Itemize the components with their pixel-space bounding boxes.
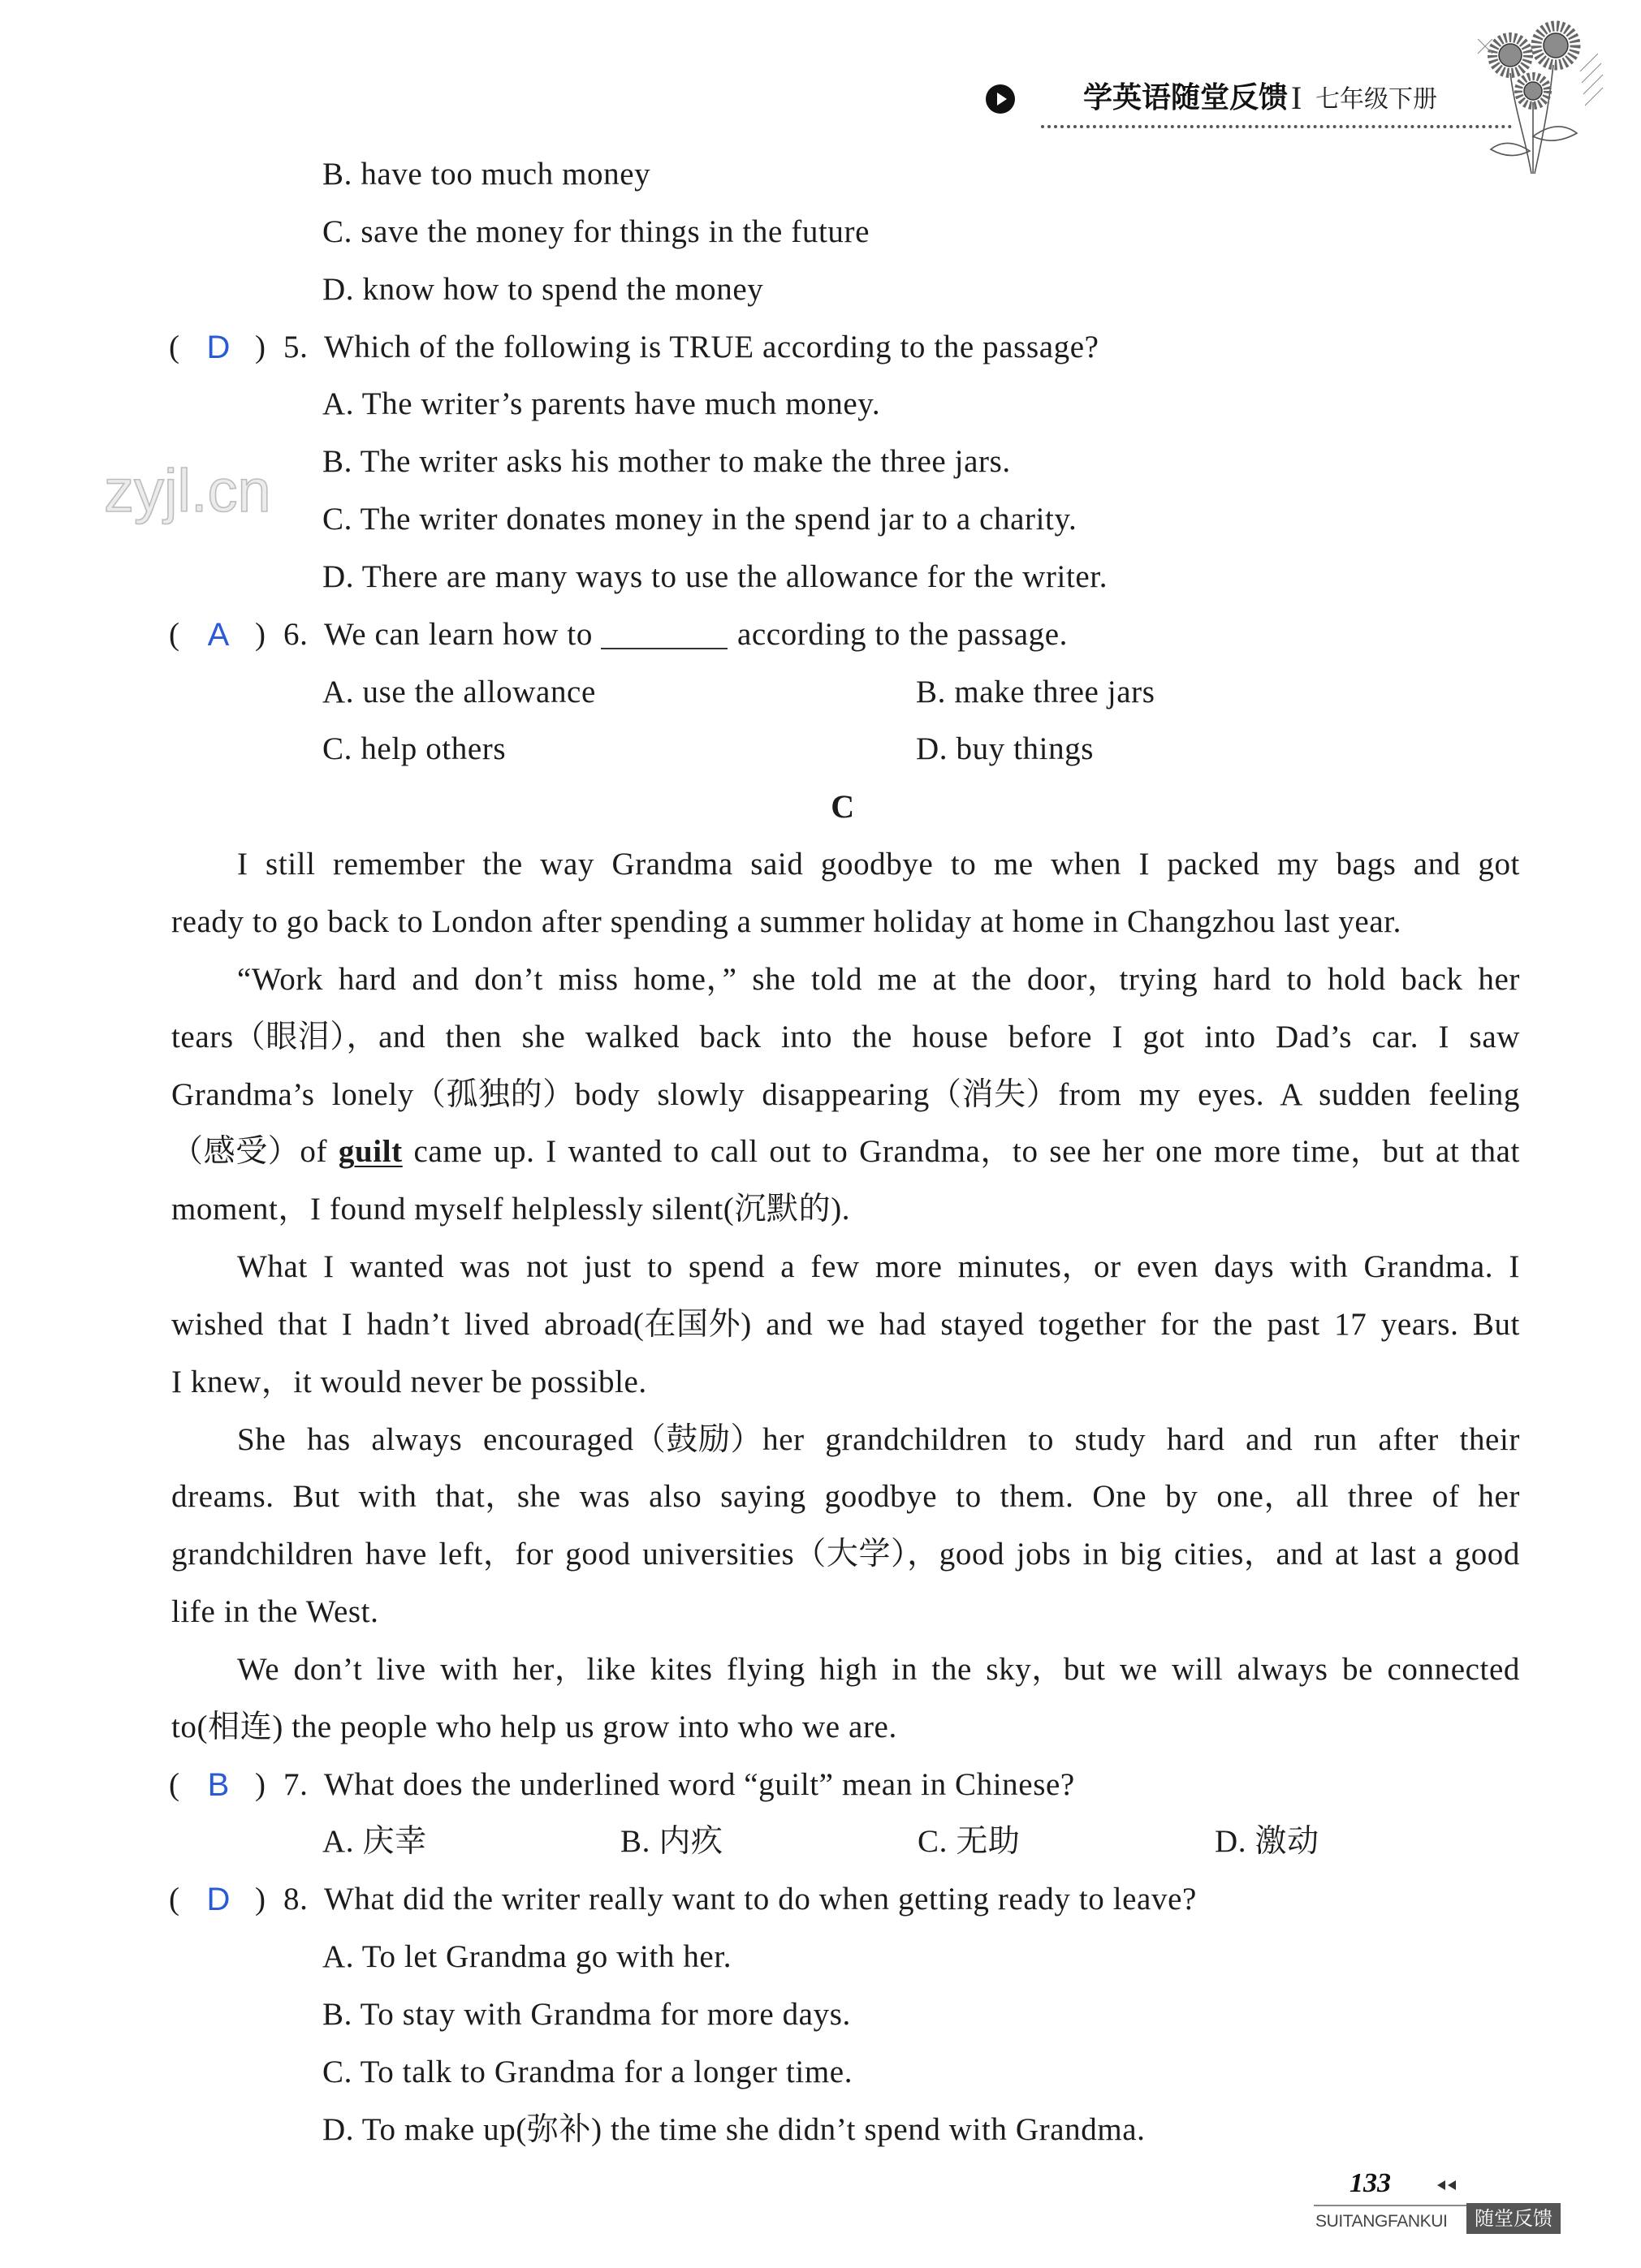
question-5-option xyxy=(0,549,1641,606)
underlined-word-guilt: guilt xyxy=(338,1134,403,1170)
sunflower-center xyxy=(1499,44,1522,67)
question-8-option xyxy=(0,2102,1641,2159)
option-text: D. To make up(弥补) the time she didn’t spend with Grandma. xyxy=(322,2111,1146,2147)
passage-line xyxy=(171,1354,1522,1412)
passage-line-text: “Work hard and don’t miss home，” she told me at the door，trying hard to hold back her xyxy=(237,961,1520,997)
double-left-arrow-icon xyxy=(1437,2180,1462,2192)
passage-line xyxy=(237,1412,1522,1469)
question-5-option xyxy=(0,491,1641,549)
stem-after-blank: according to the passage. xyxy=(736,616,1068,652)
paren-open: ( xyxy=(169,329,180,364)
question-4-option xyxy=(0,204,1641,261)
question-number: 5. xyxy=(283,329,309,364)
paren-close: ) xyxy=(255,1766,266,1802)
answer-letter: D xyxy=(206,1882,231,1918)
passage-line-text: I knew，it would never be possible. xyxy=(171,1364,647,1399)
passage-line-text: dreams. But with that，she was also saying goodbye to them. One by one，all three of her xyxy=(171,1479,1520,1515)
footer-label-badge: 随堂反馈 xyxy=(1466,2203,1561,2234)
passage-line-text: to(相连) the people who help us grow into who we are. xyxy=(171,1709,897,1744)
question-8-option xyxy=(0,1929,1641,1986)
passage-line xyxy=(171,1009,1522,1067)
sunflower-center xyxy=(1544,33,1568,58)
option-text: A. The writer’s parents have much money. xyxy=(322,386,881,422)
question-number: 7. xyxy=(283,1766,309,1802)
option-text: C. 无助 xyxy=(918,1824,1021,1860)
option-text: D. 激动 xyxy=(1215,1824,1319,1860)
option-text: B. make three jars xyxy=(916,674,1155,709)
page-content xyxy=(0,146,1641,2159)
passage-heading: C xyxy=(831,788,855,826)
option-text: B. 内疚 xyxy=(620,1824,723,1860)
passage-line xyxy=(237,951,1522,1009)
question-7 xyxy=(0,1757,1641,1814)
question-8 xyxy=(0,1871,1641,1929)
option-text: B. have too much money xyxy=(322,157,651,192)
passage-line xyxy=(237,836,1522,894)
passage-line-text: I still remember the way Grandma said goodbye to me when I packed my bags and got xyxy=(237,847,1520,882)
play-icon xyxy=(986,84,1015,114)
paren-open: ( xyxy=(169,616,180,652)
paren-open: ( xyxy=(169,1882,180,1917)
passage-line-text: We don’t live with her，like kites flying high in the sky，but we will always be connected xyxy=(237,1651,1520,1687)
line-segment: came up. I wanted to call out to Grandma，to see her one more time，but at that xyxy=(402,1134,1520,1170)
passage-line-text: tears（眼泪），and then she walked back into the house before I got into Dad’s car. I saw xyxy=(171,1019,1520,1054)
option-text: B. The writer asks his mother to make the three jars. xyxy=(322,444,1011,480)
watermark: zyjl.cn xyxy=(104,457,271,524)
sunflower-head xyxy=(1536,26,1575,65)
answer-letter: D xyxy=(206,329,231,365)
question-5-option xyxy=(0,433,1641,491)
paren-close: ) xyxy=(255,329,266,364)
book-title: 学英语随堂反馈 xyxy=(1083,81,1289,114)
passage-line-text: Grandma’s lonely（孤独的）body slowly disappearing（消失）from my eyes. A sudden feeling xyxy=(171,1076,1520,1112)
passage-line xyxy=(237,1641,1522,1699)
passage-line-text: wished that I hadn’t lived abroad(在国外) and we had stayed together for the past 17 years. But xyxy=(171,1306,1520,1342)
option-text: A. use the allowance xyxy=(322,674,596,709)
passage-line-text: She has always encouraged（鼓励）her grandchildren to study hard and run after their xyxy=(237,1421,1520,1457)
stem-before-blank: We can learn how to xyxy=(324,616,593,652)
paren-close: ) xyxy=(255,1882,266,1917)
passage-line xyxy=(237,1239,1522,1296)
leaf xyxy=(1533,127,1577,140)
question-stem: Which of the following is TRUE according to the passage? xyxy=(324,329,1099,364)
sunflower-center xyxy=(1524,82,1542,100)
question-number: 8. xyxy=(283,1882,309,1917)
question-5 xyxy=(0,319,1641,377)
header-dotted-rule xyxy=(1041,125,1512,128)
option-text: D. know how to spend the money xyxy=(322,271,764,307)
question-7-options xyxy=(0,1813,1641,1871)
passage-line xyxy=(171,1699,1522,1757)
question-6-options xyxy=(0,664,1641,722)
passage-line-text: What I wanted was not just to spend a few more minutes，or even days with Grandma. I xyxy=(237,1249,1520,1285)
question-5-option xyxy=(0,376,1641,433)
passage-line xyxy=(171,1526,1522,1584)
answer-blank xyxy=(601,625,728,649)
question-8-option xyxy=(0,1986,1641,2044)
passage-line-text: moment，I found myself helplessly silent(沉默的). xyxy=(171,1192,851,1227)
question-stem: What did the writer really want to do when getting ready to leave? xyxy=(324,1882,1197,1917)
answer-letter: A xyxy=(207,616,230,653)
paren-close: ) xyxy=(255,616,266,652)
option-text: C. help others xyxy=(322,731,507,767)
option-text: D. There are many ways to use the allowance for the writer. xyxy=(322,558,1108,594)
option-text: C. To talk to Grandma for a longer time. xyxy=(322,2054,853,2089)
page-number: 133 xyxy=(1350,2168,1391,2198)
question-stem xyxy=(324,606,1068,664)
footer-label-pinyin: SUITANGFANKUI xyxy=(1315,2212,1448,2231)
question-4-option xyxy=(0,261,1641,319)
passage-line xyxy=(171,1296,1522,1354)
passage-line xyxy=(171,1067,1522,1124)
book-grade: 七年级下册 xyxy=(1315,85,1437,114)
passage-line xyxy=(171,1584,1522,1641)
answer-letter: B xyxy=(207,1766,230,1803)
header-separator: I xyxy=(1291,80,1302,116)
sunflower-head xyxy=(1492,37,1528,73)
option-text: A. 庆幸 xyxy=(322,1824,427,1860)
passage-line xyxy=(171,1181,1522,1239)
passage-line xyxy=(171,894,1522,951)
passage-line xyxy=(171,1468,1522,1526)
passage-line-text xyxy=(171,1134,1520,1169)
passage-heading-row xyxy=(0,778,1641,836)
option-text: C. The writer donates money in the spend jar to a charity. xyxy=(322,502,1077,537)
question-stem: What does the underlined word “guilt” mean in Chinese? xyxy=(324,1766,1075,1802)
question-8-option xyxy=(0,2044,1641,2102)
option-text: C. save the money for things in the future xyxy=(322,213,870,249)
footer-rule xyxy=(1314,2205,1468,2206)
paren-open: ( xyxy=(169,1766,180,1802)
question-number: 6. xyxy=(283,616,309,652)
question-4-option xyxy=(0,146,1641,204)
option-text: B. To stay with Grandma for more days. xyxy=(322,1997,851,2032)
option-text: A. To let Grandma go with her. xyxy=(322,1939,732,1975)
line-segment: （感受）of xyxy=(171,1134,339,1170)
question-6-options xyxy=(0,721,1641,778)
passage-line-text: life in the West. xyxy=(171,1594,379,1630)
option-text: D. buy things xyxy=(916,731,1095,767)
passage-line-text: ready to go back to London after spending a summer holiday at home in Changzhou last year. xyxy=(171,903,1402,939)
passage-line-text: grandchildren have left，for good universities（大学），good jobs in big cities，and at last a good xyxy=(171,1537,1520,1572)
sunflower-head xyxy=(1518,76,1548,106)
question-6 xyxy=(0,606,1641,664)
passage-line xyxy=(171,1123,1522,1181)
